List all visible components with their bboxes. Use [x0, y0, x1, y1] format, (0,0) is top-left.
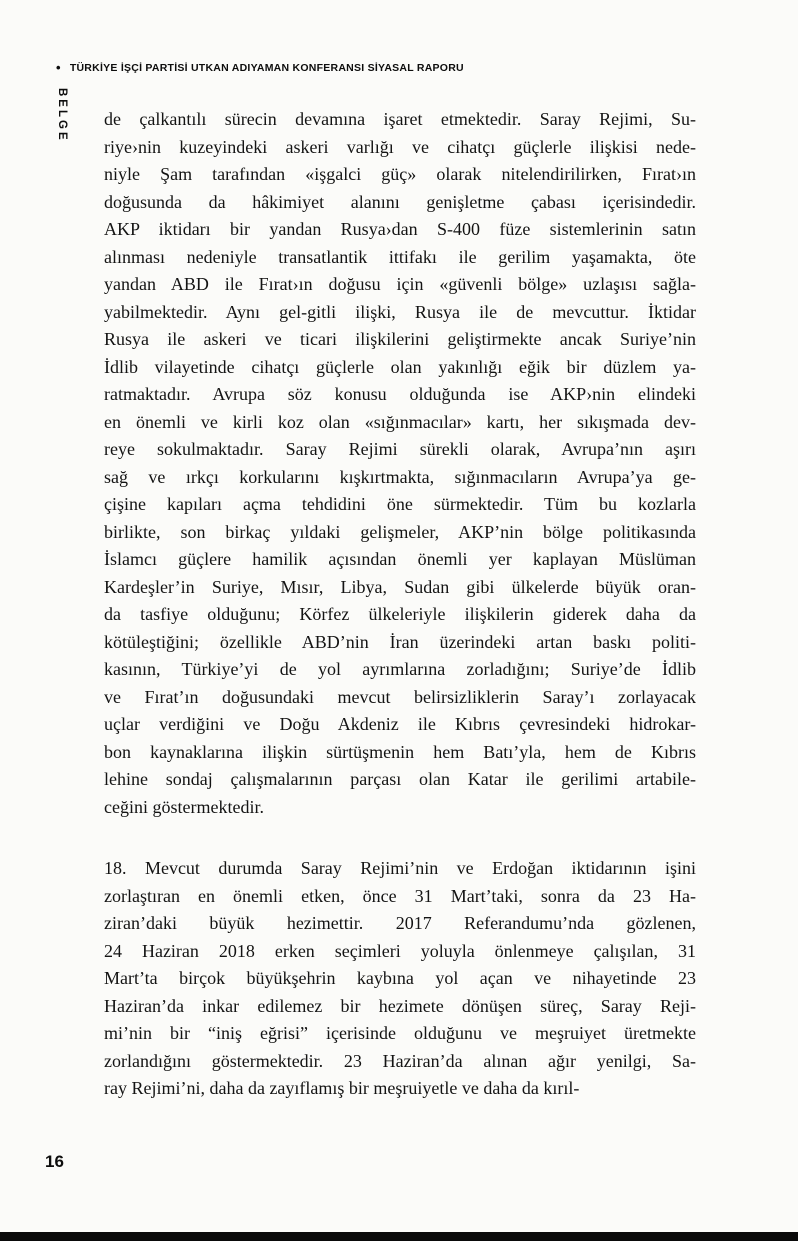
body-line: kasının, Türkiye’yi de yol ayrımlarına zorladığını; Suriye’de İdlib	[104, 659, 696, 679]
body-line: İdlib vilayetinde cihatçı güçlerle olan yakınlığı eğik bir düzlem ya-	[104, 356, 696, 377]
header-bullet-icon: •	[56, 60, 61, 75]
body-line: doğusunda da hâkimiyet alanını genişletme çabası içerisindedir.	[104, 191, 696, 212]
side-label-belge: BELGE	[56, 88, 68, 143]
body-line: niyle Şam tarafından «işgalci güç» olarak nitelendirilirken, Fırat›ın	[104, 164, 696, 184]
body-line: ceğini göstermektedir.	[104, 796, 264, 817]
header-title: TÜRKİYE İŞÇİ PARTİSİ UTKAN ADIYAMAN KONFERANSI SİYASAL RAPORU	[69, 62, 464, 74]
body-text	[104, 106, 696, 1103]
body-line: ve Fırat’ın doğusundaki mevcut belirsizliklerin Saray’ı zorlayacak	[104, 686, 696, 707]
body-line: alınması nedeniyle transatlantik ittifakı ile gerilim yaşamakta, öte	[104, 246, 696, 267]
body-line: çişine kapıları açma tehdidini öne sürmektedir. Tüm bu kozlarla	[104, 494, 696, 514]
page-bottom-edge	[0, 1232, 798, 1241]
body-line: sağ ve ırkçı korkularını kışkırtmakta, sığınmacıların Avrupa’ya ge-	[104, 466, 696, 487]
body-line: kötüleştiğini; özellikle ABD’nin İran üzerindeki artan baskı politi-	[104, 631, 696, 652]
body-line: zorlandığını göstermektedir. 23 Haziran’da alınan ağır yenilgi, Sa-	[104, 1050, 696, 1071]
page-number: 16	[45, 1152, 64, 1171]
running-header	[56, 62, 464, 74]
body-line: da tasfiye olduğunu; Körfez ülkeleriyle ilişkilerin giderek daha da	[104, 604, 696, 624]
paragraph	[104, 855, 696, 1103]
body-line: mi’nin bir “iniş eğrisi” içerisinde olduğunu ve meşruiyet üretmekte	[104, 1023, 696, 1043]
body-line: İslamcı güçlere hamilik açısından önemli yer kaplayan Müslüman	[104, 549, 696, 569]
body-line: reye sokulmaktadır. Saray Rejimi sürekli olarak, Avrupa’nın aşırı	[104, 439, 696, 459]
body-line: Rusya ile askeri ve ticari ilişkilerini geliştirmekte ancak Suriye’nin	[104, 329, 696, 349]
body-line: 24 Haziran 2018 erken seçimleri yoluyla önlenmeye çalışılan, 31	[104, 940, 696, 961]
body-line: Kardeşler’in Suriye, Mısır, Libya, Sudan gibi ülkelerde büyük oran-	[104, 576, 696, 597]
body-line: lehine sondaj çalışmalarının parçası olan Katar ile gerilimi artabile-	[104, 769, 696, 789]
body-line: zorlaştıran en önemli etken, önce 31 Mart’taki, sonra da 23 Ha-	[104, 885, 696, 906]
body-line: uçlar verdiğini ve Doğu Akdeniz ile Kıbrıs çevresindeki hidrokar-	[104, 714, 696, 734]
body-line: bon kaynaklarına ilişkin sürtüşmenin hem Batı’yla, hem de Kıbrıs	[104, 741, 696, 762]
body-line: ratmaktadır. Avrupa söz konusu olduğunda ise AKP›nin elindeki	[104, 384, 696, 404]
body-line: de çalkantılı sürecin devamına işaret etmektedir. Saray Rejimi, Su-	[104, 109, 696, 129]
body-line: Haziran’da inkar edilemez bir hezimete dönüşen süreç, Saray Reji-	[104, 995, 696, 1016]
body-line: ziran’daki büyük hezimettir. 2017 Referandumu’nda gözlenen,	[104, 913, 696, 933]
body-line: AKP iktidarı bir yandan Rusya›dan S-400 füze sistemlerinin satın	[104, 219, 696, 239]
body-line: yandan ABD ile Fırat›ın doğusu için «güvenli bölge» uzlaşısı sağla-	[104, 274, 696, 294]
body-line: Mart’ta birçok büyükşehrin kaybına yol açan ve nihayetinde 23	[104, 968, 696, 988]
paragraph	[104, 106, 696, 821]
body-line: en önemli ve kirli koz olan «sığınmacılar» kartı, her sıkışmada dev-	[104, 411, 696, 432]
body-line: yabilmektedir. Aynı gel-gitli ilişki, Rusya ile de mevcuttur. İktidar	[104, 301, 696, 322]
body-line: 18. Mevcut durumda Saray Rejimi’nin ve Erdoğan iktidarının işini	[104, 858, 696, 878]
body-line: riye›nin kuzeyindeki askeri varlığı ve cihatçı güçlerle ilişkisi nede-	[104, 136, 696, 157]
body-line: ray Rejimi’ni, daha da zayıflamış bir meşruiyetle ve daha da kırıl-	[104, 1078, 580, 1098]
body-line: birlikte, son birkaç yıldaki gelişmeler, AKP’nin bölge politikasında	[104, 521, 696, 542]
